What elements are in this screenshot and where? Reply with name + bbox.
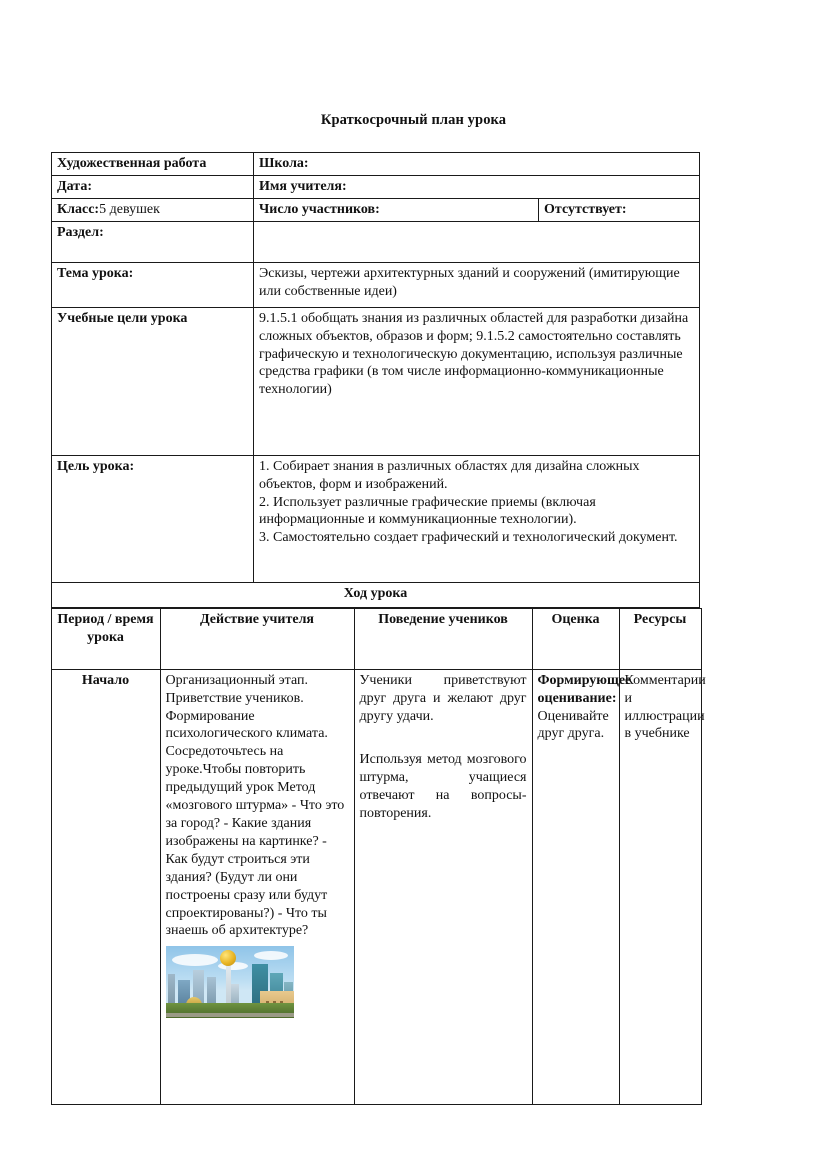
goal-item: 1. Собирает знания в различных областях для дизайна сложных объектов, форм и изображений. xyxy=(259,458,640,492)
date-label: Дата: xyxy=(52,175,254,198)
cell-teacher-action xyxy=(160,669,354,1104)
building-shape xyxy=(207,977,216,1004)
topic-label: Тема урока: xyxy=(52,262,254,307)
page-title: Краткосрочный план урока xyxy=(320,112,507,128)
class-value: 5 девушек xyxy=(99,201,160,217)
artwork-label: Художественная работа xyxy=(52,153,254,176)
course-grid-wrapper xyxy=(52,607,706,1105)
pupil-behaviour-first: Ученики приветствуют друг друга и желают друг другу удачи. xyxy=(359,672,527,724)
cell-pupil-behaviour xyxy=(354,669,532,1104)
baiterek-tower-shaft xyxy=(226,960,231,1004)
section-value xyxy=(254,221,700,262)
course-body-row xyxy=(51,669,701,1104)
topic-value: Эскизы, чертежи архитектурных зданий и сооружений (имитирующие или собственные идеи) xyxy=(254,262,700,307)
table-row xyxy=(52,307,700,455)
cloud-shape xyxy=(172,954,218,966)
cell-resources: Комментарии и иллюстрации в учебнике xyxy=(619,669,701,1104)
class-label: Класс: xyxy=(57,201,100,217)
goal-item: 2. Использует различные графические приемы (включая информационные и коммуникационные технологии). xyxy=(259,494,596,528)
table-row xyxy=(52,262,700,307)
table-row xyxy=(52,455,700,582)
course-grid xyxy=(51,608,706,1105)
building-shape xyxy=(168,974,175,1004)
astana-city-photo xyxy=(166,946,294,1018)
table-row xyxy=(52,153,700,176)
lesson-plan-table xyxy=(51,152,706,1105)
teacher-name-label: Имя учителя: xyxy=(254,175,700,198)
course-title: Ход урока xyxy=(52,582,700,607)
assessment-text: Оценивайте друг друга. xyxy=(537,708,609,742)
assessment-label: Формирующее оценивание: xyxy=(537,672,632,706)
objectives-value: 9.1.5.1 обобщать знания из различных областей для разработки дизайна сложных объектов, образов и форм; 9.1.5.2 самостоятельно составлять графическую и технологическую документацию, используя различные средства графики (в том числе информационно-коммуникационные технологии) xyxy=(254,307,700,455)
objectives-label: Учебные цели урока xyxy=(52,307,254,455)
cloud-shape xyxy=(254,951,288,960)
column-header-resources: Ресурсы xyxy=(619,608,701,669)
table-row xyxy=(52,582,700,607)
pupil-behaviour-second: Используя метод мозгового штурма, учащиеся отвечают на вопросы-повторения. xyxy=(359,752,527,822)
table-row xyxy=(52,175,700,198)
column-header-assessment: Оценка xyxy=(532,608,619,669)
section-label: Раздел: xyxy=(52,221,254,262)
table-row xyxy=(52,198,700,221)
baiterek-tower-sphere xyxy=(220,950,236,966)
school-label: Школа: xyxy=(254,153,700,176)
cell-assessment xyxy=(532,669,632,1104)
column-header-pupil-behaviour: Поведение учеников xyxy=(354,608,532,669)
road-shape xyxy=(166,1013,294,1017)
cell-period: Начало xyxy=(51,669,160,1104)
goal-value xyxy=(254,455,700,582)
goal-item: 3. Самостоятельно создает графический и технологический документ. xyxy=(259,530,678,546)
spacer xyxy=(360,725,527,751)
course-header-row xyxy=(51,608,701,669)
participants-label: Число участников: xyxy=(254,198,539,221)
absent-label: Отсутствует: xyxy=(539,198,700,221)
column-header-period: Период / время урока xyxy=(51,608,160,669)
column-header-teacher-action: Действие учителя xyxy=(160,608,354,669)
class-cell xyxy=(52,198,254,221)
teacher-action-text: Организационный этап. Приветствие учеников. Формирование психологического климата. Сосредоточьтесь на уроке.Чтобы повторить предыдущий урок Метод «мозгового штурма» - Что это за город? - Какие здания изображены на картинке? - Как будут строиться эти здания? (Будут ли они построены сразу или будут спроектированы?) - Что ты знаешь об архитектуре? xyxy=(165,672,345,939)
table-row xyxy=(52,221,700,262)
goal-label: Цель урока: xyxy=(52,455,254,582)
table-row xyxy=(52,607,700,1105)
